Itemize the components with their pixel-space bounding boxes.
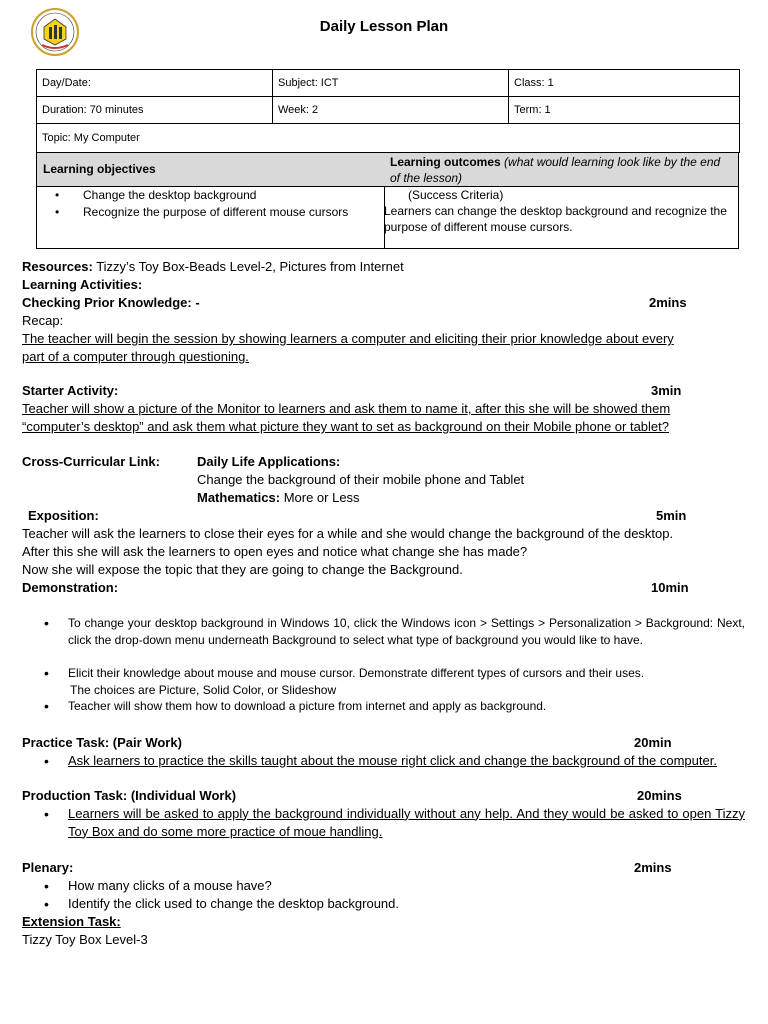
objectives-heading: Learning objectives: [43, 162, 156, 176]
practice-task-label: Practice Task: (Pair Work): [22, 734, 182, 750]
starter-time: 3min: [651, 383, 682, 398]
outcomes-heading: Learning outcomes: [390, 155, 501, 169]
extension-task-label: Extension Task:: [22, 913, 121, 929]
outcomes-text: Learners can change the desktop background and recognize the purpose of different mouse cursors.: [384, 204, 727, 234]
recap-label: Recap:: [22, 313, 64, 328]
production-task-label: Production Task: (Individual Work): [22, 787, 237, 803]
topic-cell: Topic: My Computer: [37, 124, 740, 153]
plenary-time: 2mins: [634, 859, 672, 875]
plenary-item: • How many clicks of a mouse have?: [22, 877, 746, 895]
starter-line: Teacher will show a picture of the Monitor to learners and ask them to name it, after this she will be showed them: [22, 401, 671, 416]
practice-task-item: • Ask learners to practice the skills taught about the mouse right click and change the background of the computer.: [22, 752, 745, 770]
outcomes-header: [384, 153, 738, 187]
objective-item: • Change the desktop background: [55, 188, 257, 202]
success-criteria-label: (Success Criteria): [408, 188, 504, 202]
exposition-line: Teacher will ask the learners to close their eyes for a while and she would change the background of the desktop.: [22, 526, 674, 541]
exposition-time: 5min: [656, 508, 687, 523]
mathematics-label: Mathematics:: [197, 490, 281, 505]
term-cell: Term: 1: [509, 97, 740, 124]
demonstration-item: • Elicit their knowledge about mouse and mouse cursor. Demonstrate different types of cursors and their uses.: [22, 665, 746, 682]
cross-curricular-label: Cross-Curricular Link:: [22, 454, 160, 469]
lesson-body: [22, 258, 746, 949]
prior-knowledge-time: 2mins: [649, 295, 687, 310]
exposition-line: Now she will expose the topic that they are going to change the Background.: [22, 562, 463, 577]
outcomes-column: [384, 153, 738, 248]
page-title: Daily Lesson Plan: [319, 18, 449, 35]
outcomes-heading-note: (what would learning look like by the end of the lesson): [390, 155, 721, 185]
recap-line: part of a computer through questioning.: [22, 349, 249, 364]
resources-label: Resources:: [22, 259, 93, 274]
objectives-header: [37, 153, 384, 187]
lesson-info-table: [36, 69, 740, 153]
demonstration-choices: The choices are Picture, Solid Color, or Slideshow: [70, 682, 337, 697]
practice-task-time: 20min: [634, 734, 672, 750]
day-date-cell: Day/Date:: [37, 70, 273, 97]
exposition-line: After this she will ask the learners to open eyes and notice what change she has made?: [22, 544, 528, 559]
week-cell: Week: 2: [273, 97, 509, 124]
demonstration-item: • Teacher will show them how to download a picture from internet and apply as background.: [22, 698, 746, 715]
daily-life-text: Change the background of their mobile phone and Tablet: [197, 472, 525, 487]
objectives-column: [37, 153, 385, 248]
extension-task-text: Tizzy Toy Box Level-3: [22, 931, 148, 947]
learning-activities-label: Learning Activities:: [22, 277, 143, 292]
production-task-time: 20mins: [637, 787, 682, 803]
subject-cell: Subject: ICT: [273, 70, 509, 97]
prior-knowledge-label: Checking Prior Knowledge: -: [22, 295, 200, 310]
starter-line: “computer’s desktop” and ask them what picture they want to set as background on their Mobile phone or tablet?: [22, 419, 669, 434]
mathematics-text: More or Less: [280, 490, 360, 505]
class-cell: Class: 1: [509, 70, 740, 97]
plenary-label: Plenary:: [22, 859, 74, 875]
daily-life-label: Daily Life Applications:: [197, 454, 341, 469]
objectives-outcomes-table: [36, 152, 739, 249]
starter-label: Starter Activity:: [22, 383, 119, 398]
duration-cell: Duration: 70 minutes: [37, 97, 273, 124]
demonstration-label: Demonstration:: [22, 580, 119, 595]
objective-item: • Recognize the purpose of different mouse cursors: [55, 205, 349, 219]
plenary-item: • Identify the click used to change the desktop background.: [22, 895, 746, 913]
production-task-item: • Learners will be asked to apply the background individually without any help. And they would be asked to open Tizzy Toy Box and do some more practice of moue handling.: [22, 805, 745, 841]
demonstration-time: 10min: [651, 580, 689, 595]
exposition-label: Exposition:: [28, 508, 99, 523]
demonstration-item: • To change your desktop background in Windows 10, click the Windows icon > Settings > Personalization > Background: Next, click the drop-down menu underneath Background to select what type of background you would like to have.: [22, 615, 745, 648]
recap-line: The teacher will begin the session by showing learners a computer and eliciting their prior knowledge about every: [22, 331, 674, 346]
resources-value: Tizzy’s Toy Box-Beads Level-2, Pictures from Internet: [92, 259, 404, 274]
